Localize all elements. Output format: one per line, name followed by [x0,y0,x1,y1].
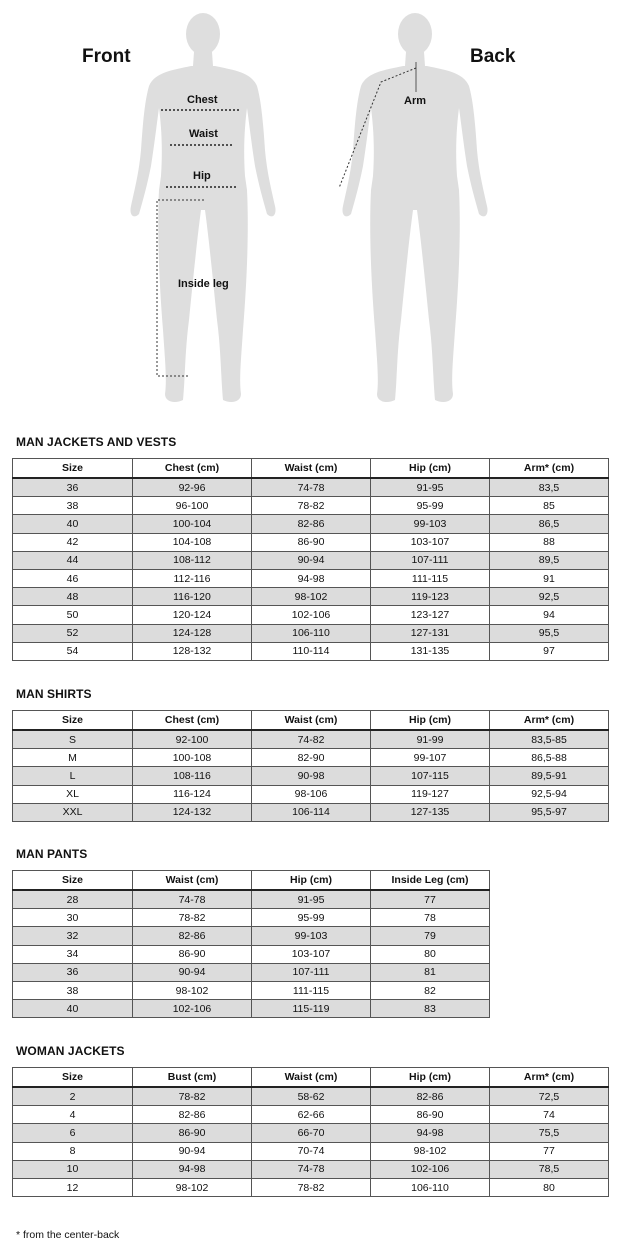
table-cell: 98-102 [371,1142,490,1160]
table-cell: 62-66 [252,1106,371,1124]
man-jackets-title: MAN JACKETS AND VESTS [16,435,177,449]
table-cell: 91-99 [371,730,490,749]
front-silhouette [130,13,275,402]
table-cell: 83,5 [490,478,609,497]
table-cell: 107-115 [371,767,490,785]
table-cell: 107-111 [371,551,490,569]
table-cell: 100-108 [133,749,252,767]
table-cell: 78-82 [252,1178,371,1196]
table-cell: 90-94 [252,551,371,569]
column-header: Hip (cm) [371,459,490,479]
table-cell: 74 [490,1106,609,1124]
table-cell: S [13,730,133,749]
table-cell: 2 [13,1087,133,1106]
woman-jackets-table [12,1067,609,1197]
table-cell: 89,5-91 [490,767,609,785]
table-cell: 106-114 [252,803,371,821]
table-cell: 86,5-88 [490,749,609,767]
column-header: Inside Leg (cm) [371,871,490,891]
table-cell: 46 [13,569,133,587]
arm-label: Arm [404,95,427,107]
column-header: Hip (cm) [252,871,371,891]
back-silhouette [342,13,487,402]
column-header: Size [13,871,133,891]
hip-label: Hip [193,170,211,182]
table-cell: 103-107 [252,945,371,963]
table-row [13,730,609,749]
table-row [13,569,609,587]
table-row [13,551,609,569]
column-header: Bust (cm) [133,1068,252,1088]
table-cell: 42 [13,533,133,551]
table-row [13,1160,609,1178]
table-cell: 92,5 [490,588,609,606]
table-cell: XL [13,785,133,803]
column-header: Hip (cm) [371,1068,490,1088]
table-cell: 110-114 [252,642,371,660]
table-cell: 102-106 [371,1160,490,1178]
table-cell: 48 [13,588,133,606]
table-cell: 91 [490,569,609,587]
table-cell: 78-82 [133,909,252,927]
table-cell: 99-103 [252,927,371,945]
table-cell: 58-62 [252,1087,371,1106]
waist-label: Waist [189,128,218,140]
table-cell: 86-90 [133,945,252,963]
table-cell: 127-135 [371,803,490,821]
table-cell: 32 [13,927,133,945]
man-shirts-table [12,710,609,822]
table-cell: 128-132 [133,642,252,660]
table-row [13,1142,609,1160]
table-cell: 78-82 [252,497,371,515]
column-header: Chest (cm) [133,459,252,479]
table-row [13,1124,609,1142]
table-cell: 82 [371,981,490,999]
header-row [13,1068,609,1088]
table-row [13,478,609,497]
table-cell: 108-116 [133,767,252,785]
table-cell: 116-124 [133,785,252,803]
table-cell: 90-94 [133,1142,252,1160]
table-cell: 120-124 [133,606,252,624]
column-header: Waist (cm) [252,459,371,479]
table-row [13,606,609,624]
table-cell: 119-127 [371,785,490,803]
column-header: Chest (cm) [133,711,252,731]
column-header: Size [13,459,133,479]
table-cell: 95-99 [371,497,490,515]
table-cell: 70-74 [252,1142,371,1160]
man-pants-title: MAN PANTS [16,847,88,861]
table-cell: 102-106 [252,606,371,624]
table-cell: 77 [371,890,490,909]
table-cell: 92-100 [133,730,252,749]
column-header: Arm* (cm) [490,711,609,731]
table-cell: 99-103 [371,515,490,533]
table-row [13,767,609,785]
table-cell: 99-107 [371,749,490,767]
table-cell: 94-98 [133,1160,252,1178]
table-cell: 40 [13,1000,133,1018]
table-cell: 95,5 [490,624,609,642]
table-cell: 77 [490,1142,609,1160]
table-cell: 44 [13,551,133,569]
table-cell: 38 [13,497,133,515]
table-cell: 124-128 [133,624,252,642]
table-row [13,927,490,945]
table-cell: 106-110 [252,624,371,642]
table-cell: 115-119 [252,1000,371,1018]
table-cell: 108-112 [133,551,252,569]
table-cell: 97 [490,642,609,660]
table-cell: 74-78 [133,890,252,909]
table-cell: 111-115 [252,981,371,999]
table-row [13,588,609,606]
table-cell: 12 [13,1178,133,1196]
table-cell: 86-90 [371,1106,490,1124]
table-cell: 74-82 [252,730,371,749]
table-cell: 36 [13,963,133,981]
table-row [13,785,609,803]
column-header: Hip (cm) [371,711,490,731]
table-row [13,624,609,642]
table-cell: 50 [13,606,133,624]
table-cell: 103-107 [371,533,490,551]
table-row [13,945,490,963]
table-cell: 72,5 [490,1087,609,1106]
table-cell: 92,5-94 [490,785,609,803]
column-header: Waist (cm) [252,711,371,731]
table-cell: 124-132 [133,803,252,821]
table-cell: 98-102 [133,981,252,999]
table-row [13,515,609,533]
table-row [13,749,609,767]
table-row [13,1000,490,1018]
table-cell: 86-90 [133,1124,252,1142]
table-cell: 82-86 [371,1087,490,1106]
header-row [13,711,609,731]
table-cell: 75,5 [490,1124,609,1142]
table-cell: 79 [371,927,490,945]
table-cell: 74-78 [252,1160,371,1178]
table-row [13,497,609,515]
table-cell: 92-96 [133,478,252,497]
table-cell: 82-86 [252,515,371,533]
woman-jackets-title: WOMAN JACKETS [16,1044,125,1058]
table-cell: 28 [13,890,133,909]
table-cell: 82-86 [133,1106,252,1124]
table-cell: 106-110 [371,1178,490,1196]
table-cell: M [13,749,133,767]
table-cell: 6 [13,1124,133,1142]
table-cell: 104-108 [133,533,252,551]
table-cell: 90-94 [133,963,252,981]
man-jackets-table [12,458,609,661]
table-row [13,981,490,999]
header-row [13,459,609,479]
measurement-figure [0,0,620,410]
table-cell: 54 [13,642,133,660]
column-header: Waist (cm) [252,1068,371,1088]
table-cell: 131-135 [371,642,490,660]
table-cell: 78,5 [490,1160,609,1178]
footnote: * from the center-back [16,1229,120,1241]
table-cell: 98-102 [133,1178,252,1196]
table-cell: 83,5-85 [490,730,609,749]
table-cell: 100-104 [133,515,252,533]
table-cell: 90-98 [252,767,371,785]
table-cell: 78-82 [133,1087,252,1106]
table-row [13,909,490,927]
table-cell: 10 [13,1160,133,1178]
table-cell: 91-95 [371,478,490,497]
table-cell: 116-120 [133,588,252,606]
table-cell: 94 [490,606,609,624]
table-cell: 111-115 [371,569,490,587]
chest-label: Chest [187,94,218,106]
table-cell: 80 [371,945,490,963]
table-cell: 107-111 [252,963,371,981]
table-cell: 94-98 [252,569,371,587]
table-cell: 94-98 [371,1124,490,1142]
table-cell: 95,5-97 [490,803,609,821]
table-row [13,1106,609,1124]
table-cell: 82-86 [133,927,252,945]
table-cell: 83 [371,1000,490,1018]
front-title: Front [82,46,131,67]
table-cell: 8 [13,1142,133,1160]
table-cell: 112-116 [133,569,252,587]
table-cell: 78 [371,909,490,927]
header-row [13,871,490,891]
table-cell: 119-123 [371,588,490,606]
column-header: Size [13,1068,133,1088]
table-row [13,963,490,981]
table-cell: 89,5 [490,551,609,569]
man-shirts-title: MAN SHIRTS [16,687,92,701]
table-cell: 98-102 [252,588,371,606]
table-cell: 80 [490,1178,609,1196]
table-cell: 95-99 [252,909,371,927]
table-cell: 91-95 [252,890,371,909]
table-cell: 86,5 [490,515,609,533]
table-row [13,890,490,909]
table-cell: 38 [13,981,133,999]
table-cell: 74-78 [252,478,371,497]
table-cell: 86-90 [252,533,371,551]
table-cell: 96-100 [133,497,252,515]
table-cell: 81 [371,963,490,981]
table-cell: L [13,767,133,785]
table-row [13,642,609,660]
table-cell: 88 [490,533,609,551]
table-row [13,1087,609,1106]
table-cell: 30 [13,909,133,927]
table-cell: 52 [13,624,133,642]
table-row [13,803,609,821]
table-cell: XXL [13,803,133,821]
column-header: Waist (cm) [133,871,252,891]
table-cell: 127-131 [371,624,490,642]
table-cell: 40 [13,515,133,533]
column-header: Size [13,711,133,731]
column-header: Arm* (cm) [490,1068,609,1088]
table-cell: 85 [490,497,609,515]
table-cell: 82-90 [252,749,371,767]
table-cell: 36 [13,478,133,497]
table-cell: 66-70 [252,1124,371,1142]
table-row [13,1178,609,1196]
table-cell: 34 [13,945,133,963]
table-cell: 4 [13,1106,133,1124]
man-pants-table [12,870,490,1018]
table-cell: 102-106 [133,1000,252,1018]
table-cell: 98-106 [252,785,371,803]
table-row [13,533,609,551]
column-header: Arm* (cm) [490,459,609,479]
back-title: Back [470,46,516,67]
table-cell: 123-127 [371,606,490,624]
inside-leg-label: Inside leg [178,278,229,290]
